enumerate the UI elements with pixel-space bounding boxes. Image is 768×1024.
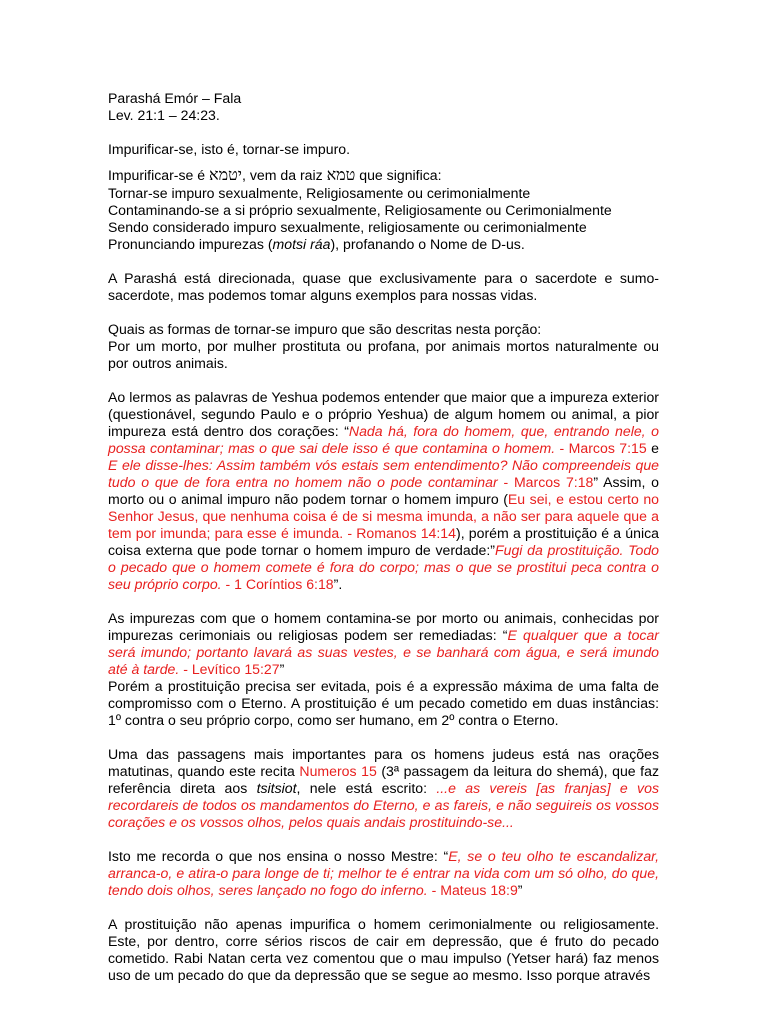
scripture-reference: Lev. 21:1 – 24:23. <box>108 107 220 123</box>
definition-item: Pronunciando impurezas (motsi ráa), profanando o Nome de D-us. <box>108 236 525 252</box>
verse-ref: - Marcos 7:18 <box>497 474 594 490</box>
quote: E ele disse-lhes: Assim também vós estais sem entendimento? Não compreendeis que tudo o que de fora entra no homem não o pode contaminar <box>108 457 659 490</box>
hebrew-word: יטמא <box>209 165 242 184</box>
paragraph-intro: A Parashá está direcionada, quase que exclusivamente para o sacerdote e sumo-sacerdote, mas podemos tomar alguns exemplos para nossas vidas. <box>108 270 659 303</box>
question-line: Quais as formas de tornar-se impuro que são descritas nesta porção: <box>108 321 542 337</box>
quote: Fugi da prostituição. Todo o pecado que o homem comete é fora do corpo; mas o que se prostitui peca contra o seu próprio corpo. <box>108 542 659 592</box>
paragraph-impurities: As impurezas com que o homem contamina-se por morto ou animais, conhecidas por impurezas cerimoniais ou religiosas podem ser remediadas: “E qualquer que a tocar será imundo; portanto lavará as suas vestes, e se banhará com água, e será imundo até à tarde. - Levítico 15:27” <box>108 610 660 677</box>
paragraph-prostitution: Porém a prostituição precisa ser evitada, pois é a expressão máxima de uma falta de compromisso com o Eterno. A prostituição é um pecado cometido em duas instâncias: 1º contra o seu próprio corpo, como ser humano, em 2º contra o Eterno. <box>108 678 659 728</box>
quote: Eu sei, e estou certo no Senhor Jesus, que nenhuma coisa é de si mesma imunda, a não ser para aquele que a tem por imunda; para esse é imunda. - Romanos 14:14 <box>108 491 660 541</box>
verse-ref: - Mateus 18:9 <box>427 882 518 898</box>
definition-item: Contaminando-se a si próprio sexualmente, Religiosamente ou Cerimonialmente <box>108 202 612 218</box>
paragraph-depression: A prostituição não apenas impurifica o homem cerimonialmente ou religiosamente. Este, por dentro, corre sérios riscos de cair em depressão, que é fruto do pecado cometido. Rabi Natan certa vez comentou que o mau impulso (Yetser hará) faz menos uso de um pecado do que da depressão que se segue ao mesmo. Isso porque através <box>108 916 659 983</box>
quote: Nada há, fora do homem, que, entrando nele, o possa contaminar; mas o que sai dele isso é que contamina o homem. <box>108 423 659 456</box>
paragraph-yeshua: Ao lermos as palavras de Yeshua podemos entender que maior que a impureza exterior (questionável, segundo Paulo e o próprio Yeshua) de algum homem ou animal, a pior impureza está dentro dos corações: “Nada há, fora do homem, que, entrando nele, o possa contaminar; mas o que sai dele isso é que contamina o homem. - Marcos 7:15 e E ele disse-lhes: Assim também vós estais sem entendimento? Não compreendeis que tudo o que de fora entra no homem não o pode contaminar - Marcos 7:18” Assim, o morto ou o animal impuro não podem tornar o homem impuro (Eu sei, e estou certo no Senhor Jesus, que nenhuma coisa é de si mesma imunda, a não ser para aquele que a tem por imunda; para esse é imunda. - Romanos 14:14), porém a prostituição é a única coisa externa que pode tornar o homem impuro de verdade:”Fugi da prostituição. Todo o pecado que o homem comete é fora do corpo; mas o que se prostitui peca contra o seu próprio corpo. - 1 Coríntios 6:18”. <box>108 389 660 592</box>
document-title: Parashá Emór – Fala <box>108 90 242 106</box>
paragraph-shema: Uma das passagens mais importantes para os homens judeus está nas orações matutinas, quando este recita Numeros 15 (3ª passagem da leitura do shemá), que faz referência direta aos tsitsiot, nele está escrito: ...e as vereis [as franjas] e vos recordareis de todos os mandamentos do Eterno, e as fareis, e não seguireis os vossos corações e os vossos olhos, pelos quais andais prostituindo-se... <box>108 746 659 830</box>
definition-item: Tornar-se impuro sexualmente, Religiosamente ou cerimonialmente <box>108 185 531 201</box>
verse-ref: - Marcos 7:15 <box>555 440 647 456</box>
verse-ref: - 1 Coríntios 6:18 <box>221 576 334 592</box>
hebrew-root: טמא <box>326 165 356 184</box>
definition-item: Sendo considerado impuro sexualmente, religiosamente ou cerimonialmente <box>108 219 587 235</box>
quote: E, se o teu olho te escandalizar, arranca-o, e atira-o para longe de ti; melhor te é entrar na vida com um só olho, do que, tendo dois olhos, seres lançado no fogo do inferno. <box>108 848 659 898</box>
quote: ...e as vereis [as franjas] e vos recordareis de todos os mandamentos do Eterno, e as fareis, e não seguireis os vossos corações e os vossos olhos, pelos quais andais prostituindo-se... <box>108 780 659 830</box>
definition-line: Impurificar-se é יטמא, vem da raiz טמא que significa: <box>108 165 442 184</box>
quote: E qualquer que a tocar será imundo; portanto lavará as suas vestes, e se banhará com água, e será imundo até à tarde. <box>108 627 660 677</box>
verse-ref: - Levítico 15:27 <box>179 661 280 677</box>
verse-ref: Numeros 15 <box>299 763 377 779</box>
answer-paragraph: Por um morto, por mulher prostituta ou profana, por animais mortos naturalmente ou por outros animais. <box>108 338 659 371</box>
paragraph-master: Isto me recorda o que nos ensina o nosso Mestre: “E, se o teu olho te escandalizar, arranca-o, e atira-o para longe de ti; melhor te é entrar na vida com um só olho, do que, tendo dois olhos, seres lançado no fogo do inferno. - Mateus 18:9” <box>108 848 659 898</box>
definition-intro: Impurificar-se, isto é, tornar-se impuro. <box>108 141 351 157</box>
document-page <box>108 90 659 984</box>
